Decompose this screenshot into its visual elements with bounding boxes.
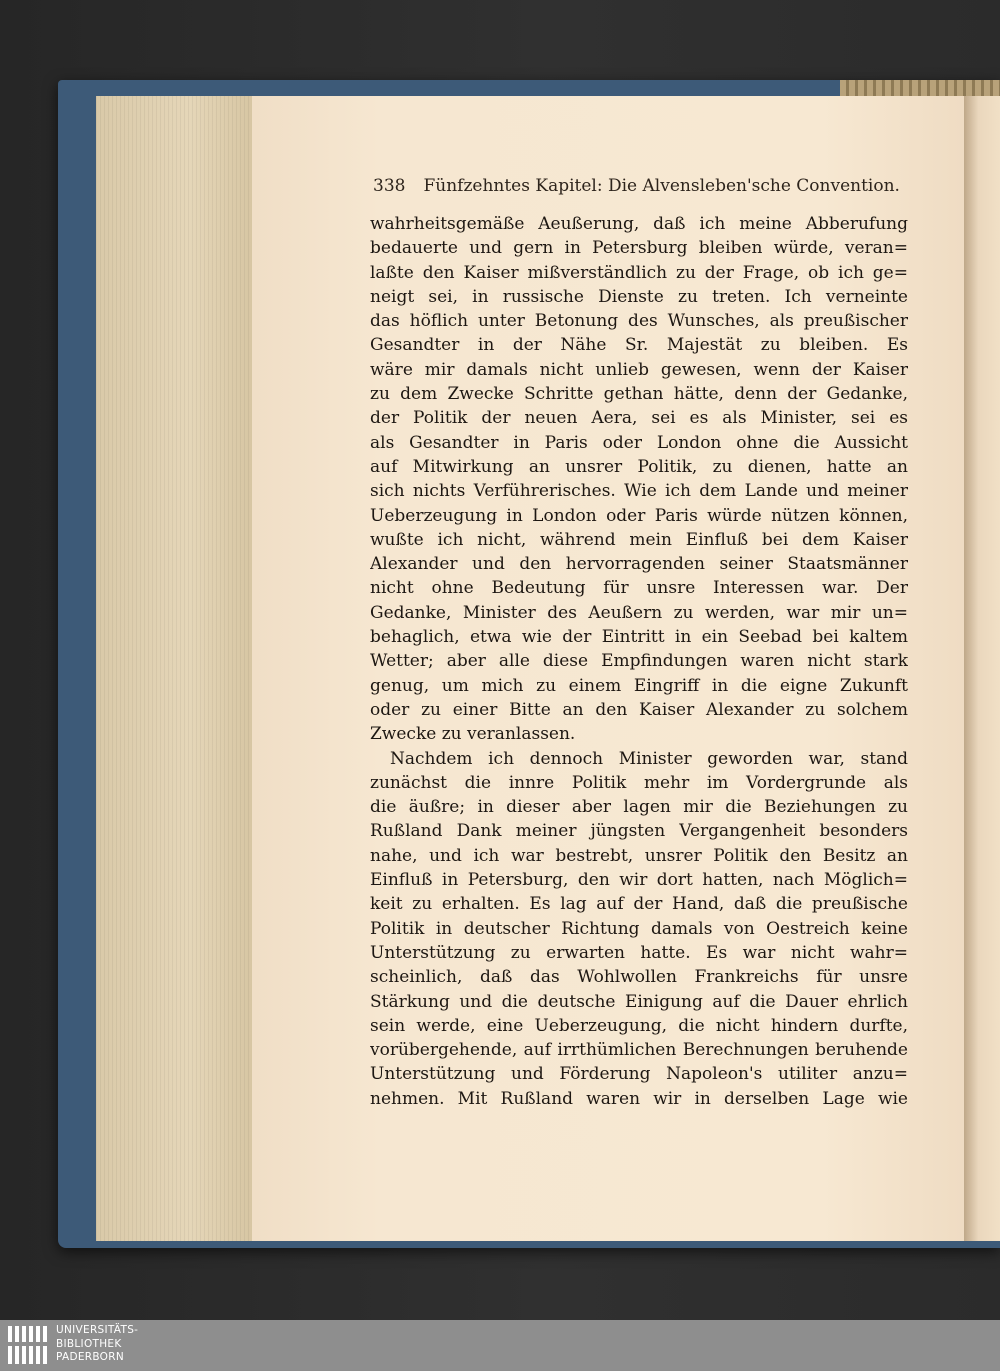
logo-line: UNIVERSITÄTS- xyxy=(56,1324,139,1336)
page-number: 338 xyxy=(373,176,406,196)
chapter-title: Fünfzehntes Kapitel: Die Alvensleben'sche Convention. xyxy=(423,176,900,196)
text-line: nehmen. Mit Rußland waren wir in derselben Lage wie xyxy=(370,1088,908,1109)
text-line: oder zu einer Bitte an den Kaiser Alexander zu solchem xyxy=(370,699,908,720)
text-line: zunächst die innre Politik mehr im Vordergrunde als xyxy=(370,772,908,793)
text-line: Unterstützung und Förderung Napoleon's utiliter anzu= xyxy=(370,1064,908,1085)
text-line: vorübergehende, auf irrthümlichen Berechnungen beruhende xyxy=(370,1040,908,1061)
text-line: Gedanke, Minister des Aeußern zu werden, war mir un= xyxy=(370,602,908,623)
text-line: Politik in deutscher Richtung damals von Oestreich keine xyxy=(370,918,908,939)
text-line: wahrheitsgemäße Aeußerung, daß ich meine Abberufung xyxy=(370,214,908,234)
text-line: die äußre; in dieser aber lagen mir die Beziehungen zu xyxy=(370,797,908,818)
text-line: nahe, und ich war bestrebt, unsrer Politik den Besitz an xyxy=(370,845,908,866)
text-line: neigt sei, in russische Dienste zu treten. Ich verneinte xyxy=(370,286,908,307)
logo-line: PADERBORN xyxy=(56,1351,124,1363)
university-library-logo-icon xyxy=(6,1322,50,1368)
book-headband xyxy=(840,80,1000,96)
page-edges-stack xyxy=(96,96,253,1241)
text-line: Rußland Dank meiner jüngsten Vergangenheit besonders xyxy=(370,821,908,842)
text-line: laßte den Kaiser mißverständlich zu der Frage, ob ich ge= xyxy=(370,262,908,283)
library-logo-text xyxy=(56,1324,138,1365)
text-line: sein werde, eine Ueberzeugung, die nicht hindern durfte, xyxy=(370,1015,908,1036)
text-line: Nachdem ich dennoch Minister geworden war, stand xyxy=(390,748,908,769)
library-footer-bar xyxy=(0,1320,1000,1371)
text-line: das höflich unter Betonung des Wunsches, als preußischer xyxy=(370,311,908,332)
text-line: Ueberzeugung in London oder Paris würde nützen können, xyxy=(370,505,908,526)
text-line: Unterstützung zu erwarten hatte. Es war nicht wahr= xyxy=(370,942,908,963)
running-header xyxy=(373,176,900,196)
text-line: bedauerte und gern in Petersburg bleiben würde, veran= xyxy=(370,238,908,259)
text-line: sich nichts Verführerisches. Wie ich dem Lande und meiner xyxy=(370,481,908,502)
text-line: behaglich, etwa wie der Eintritt in ein Seebad bei kaltem xyxy=(370,627,908,648)
text-line: als Gesandter in Paris oder London ohne die Aussicht xyxy=(370,432,908,453)
text-line: zu dem Zwecke Schritte gethan hätte, denn der Gedanke, xyxy=(370,384,908,405)
text-line: Wetter; aber alle diese Empfindungen waren nicht stark xyxy=(370,651,908,672)
text-line: genug, um mich zu einem Eingriff in die eigne Zukunft xyxy=(370,675,908,696)
facing-page-edge xyxy=(964,96,1000,1241)
text-line: der Politik der neuen Aera, sei es als Minister, sei es xyxy=(370,408,908,429)
text-line: wußte ich nicht, während mein Einfluß bei dem Kaiser xyxy=(370,529,908,550)
text-line: Alexander und den hervorragenden seiner Staatsmänner xyxy=(370,554,908,575)
text-line: Gesandter in der Nähe Sr. Majestät zu bleiben. Es xyxy=(370,335,908,356)
logo-line: BIBLIOTHEK xyxy=(56,1337,122,1350)
text-line: scheinlich, daß das Wohlwollen Frankreichs für unsre xyxy=(370,967,908,988)
text-line: auf Mitwirkung an unsrer Politik, zu dienen, hatte an xyxy=(370,456,908,477)
text-line: keit zu erhalten. Es lag auf der Hand, daß die preußische xyxy=(370,894,908,915)
text-line: Stärkung und die deutsche Einigung auf die Dauer ehrlich xyxy=(370,991,908,1012)
text-line: wäre mir damals nicht unlieb gewesen, wenn der Kaiser xyxy=(370,359,908,380)
body-text xyxy=(370,212,908,1111)
text-line: Zwecke zu veranlassen. xyxy=(370,724,576,745)
text-line: Einfluß in Petersburg, den wir dort hatten, nach Möglich= xyxy=(370,870,908,891)
text-line: nicht ohne Bedeutung für unsre Interessen war. Der xyxy=(370,578,908,599)
